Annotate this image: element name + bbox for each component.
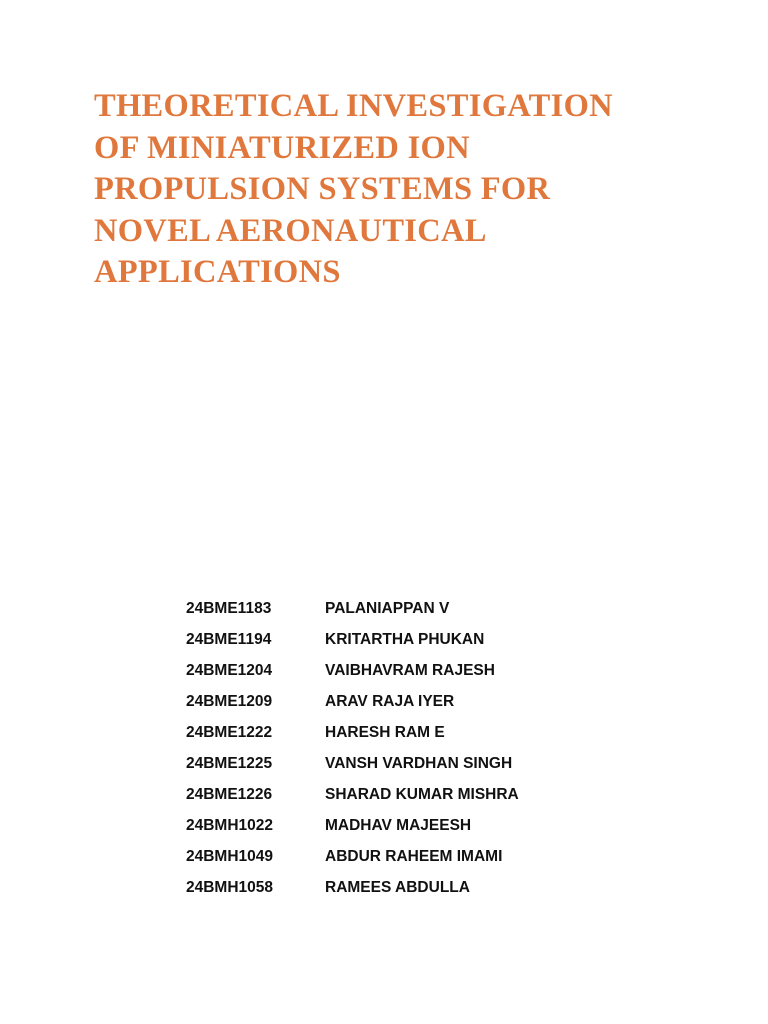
member-row	[186, 810, 606, 841]
member-id: 24BME1183	[186, 599, 272, 617]
member-row	[186, 624, 606, 655]
member-name: HARESH RAM E	[325, 723, 445, 741]
member-id: 24BMH1058	[186, 878, 274, 896]
member-row	[186, 655, 606, 686]
member-name: ABDUR RAHEEM IMAMI	[325, 847, 503, 865]
member-row	[186, 872, 606, 903]
member-id: 24BMH1022	[186, 816, 274, 834]
member-name: ARAV RAJA IYER	[325, 692, 455, 710]
member-row	[186, 717, 606, 748]
member-row	[186, 593, 606, 624]
member-name: MADHAV MAJEESH	[325, 816, 472, 834]
member-id: 24BMH1049	[186, 847, 274, 865]
member-name: SHARAD KUMAR MISHRA	[325, 785, 519, 803]
member-row	[186, 686, 606, 717]
document-title: THEORETICAL INVESTIGATION OF MINIATURIZED ION PROPULSION SYSTEMS FOR NOVEL AERONAUTICAL APPLICATIONS	[94, 88, 613, 290]
member-id: 24BME1209	[186, 692, 273, 710]
member-id: 24BME1194	[186, 630, 272, 648]
member-list	[186, 593, 606, 903]
member-name: KRITARTHA PHUKAN	[325, 630, 485, 648]
member-row	[186, 748, 606, 779]
member-name: VANSH VARDHAN SINGH	[325, 754, 513, 772]
member-name: RAMEES ABDULLA	[325, 878, 470, 896]
member-name: PALANIAPPAN V	[325, 599, 450, 617]
member-name: VAIBHAVRAM RAJESH	[325, 661, 495, 679]
member-row	[186, 841, 606, 872]
member-id: 24BME1222	[186, 723, 273, 741]
member-row	[186, 779, 606, 810]
member-id: 24BME1225	[186, 754, 273, 772]
member-id: 24BME1204	[186, 661, 273, 679]
member-id: 24BME1226	[186, 785, 273, 803]
